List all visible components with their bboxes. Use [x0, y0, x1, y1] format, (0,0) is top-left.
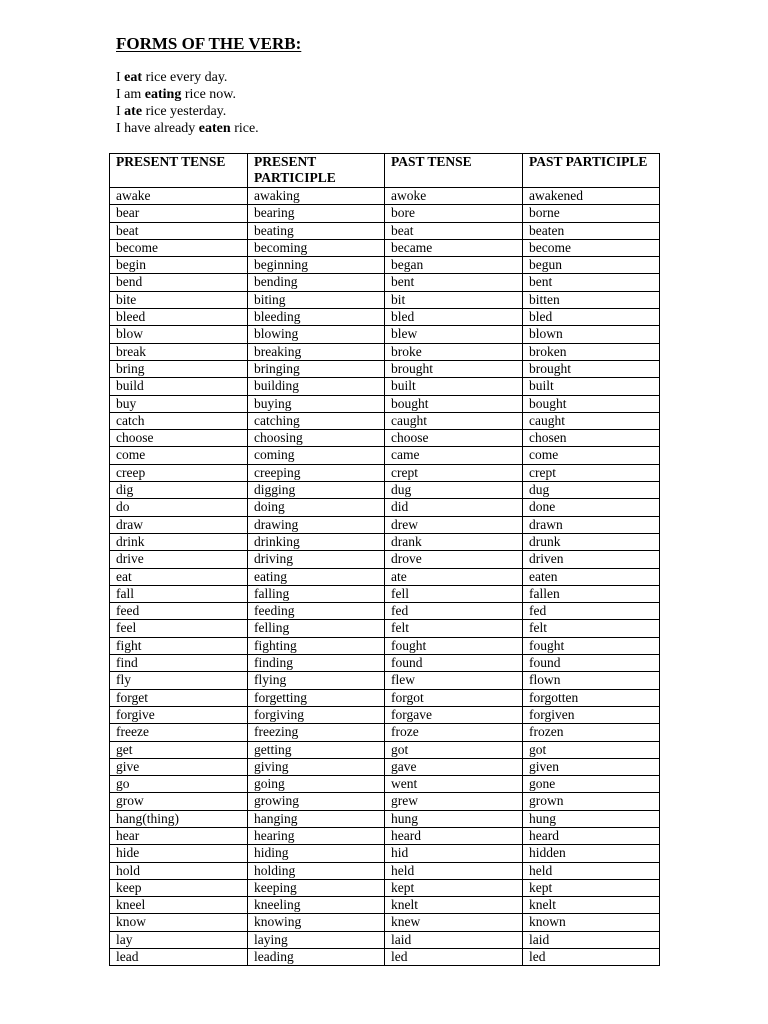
table-row	[110, 430, 660, 447]
cell-present-participle: breaking	[248, 343, 385, 360]
cell-present-participle: bleeding	[248, 309, 385, 326]
table-row	[110, 931, 660, 948]
cell-present-participle: laying	[248, 931, 385, 948]
cell-past-tense: fed	[385, 603, 523, 620]
table-row	[110, 689, 660, 706]
cell-present-tense: hang(thing)	[110, 810, 248, 827]
cell-past-participle: got	[523, 741, 660, 758]
sentence-text: rice.	[230, 121, 259, 136]
cell-past-tense: flew	[385, 672, 523, 689]
table-row	[110, 568, 660, 585]
verb-form: eating	[144, 87, 182, 102]
cell-present-participle: awaking	[248, 188, 385, 205]
cell-past-participle: knelt	[523, 897, 660, 914]
cell-past-participle: flown	[523, 672, 660, 689]
cell-past-participle: bought	[523, 395, 660, 412]
cell-past-participle: hidden	[523, 845, 660, 862]
cell-past-participle: fought	[523, 637, 660, 654]
verb-form: eat	[124, 70, 143, 85]
cell-past-tense: became	[385, 239, 523, 256]
cell-present-participle: buying	[248, 395, 385, 412]
cell-present-tense: kneel	[110, 897, 248, 914]
cell-present-participle: bringing	[248, 360, 385, 377]
cell-past-participle: bent	[523, 274, 660, 291]
cell-past-tense: found	[385, 655, 523, 672]
cell-past-tense: bore	[385, 205, 523, 222]
cell-present-participle: hearing	[248, 827, 385, 844]
table-row	[110, 395, 660, 412]
table-row	[110, 793, 660, 810]
cell-past-tense: gave	[385, 758, 523, 775]
cell-past-tense: hid	[385, 845, 523, 862]
table-row	[110, 551, 660, 568]
cell-past-participle: caught	[523, 412, 660, 429]
page-title: FORMS OF THE VERB:	[116, 34, 302, 53]
cell-past-tense: bought	[385, 395, 523, 412]
table-row	[110, 897, 660, 914]
cell-past-tense: caught	[385, 412, 523, 429]
cell-past-participle: found	[523, 655, 660, 672]
cell-present-participle: bearing	[248, 205, 385, 222]
table-row	[110, 776, 660, 793]
cell-past-participle: borne	[523, 205, 660, 222]
cell-present-tense: come	[110, 447, 248, 464]
cell-present-tense: fall	[110, 585, 248, 602]
cell-present-participle: blowing	[248, 326, 385, 343]
cell-present-tense: keep	[110, 879, 248, 896]
sentence-text: I	[116, 70, 125, 85]
example-sentence	[116, 69, 259, 86]
cell-past-participle: felt	[523, 620, 660, 637]
example-sentence	[116, 86, 259, 103]
cell-present-tense: fly	[110, 672, 248, 689]
cell-present-participle: leading	[248, 949, 385, 966]
table-row	[110, 205, 660, 222]
cell-present-participle: driving	[248, 551, 385, 568]
cell-present-participle: holding	[248, 862, 385, 879]
sentence-text: I am	[116, 87, 145, 102]
table-row	[110, 620, 660, 637]
table-row	[110, 447, 660, 464]
cell-present-participle: creeping	[248, 464, 385, 481]
cell-present-tense: dig	[110, 482, 248, 499]
cell-present-participle: keeping	[248, 879, 385, 896]
cell-past-participle: done	[523, 499, 660, 516]
cell-present-tense: draw	[110, 516, 248, 533]
cell-past-tense: got	[385, 741, 523, 758]
cell-past-tense: held	[385, 862, 523, 879]
cell-present-tense: hear	[110, 827, 248, 844]
header-past-participle: PAST PARTICIPLE	[523, 154, 660, 188]
cell-past-tense: knelt	[385, 897, 523, 914]
table-row	[110, 516, 660, 533]
cell-present-participle: forgiving	[248, 706, 385, 723]
table-row	[110, 239, 660, 256]
table-row	[110, 724, 660, 741]
cell-present-tense: bring	[110, 360, 248, 377]
cell-past-participle: grown	[523, 793, 660, 810]
cell-present-tense: get	[110, 741, 248, 758]
table-row	[110, 326, 660, 343]
cell-present-participle: bending	[248, 274, 385, 291]
cell-present-tense: buy	[110, 395, 248, 412]
cell-past-tense: dug	[385, 482, 523, 499]
cell-past-tense: bit	[385, 291, 523, 308]
cell-past-participle: awakened	[523, 188, 660, 205]
sentence-text: rice now.	[181, 87, 237, 102]
table-row	[110, 758, 660, 775]
table-row	[110, 482, 660, 499]
cell-present-participle: falling	[248, 585, 385, 602]
cell-past-participle: fed	[523, 603, 660, 620]
cell-past-participle: laid	[523, 931, 660, 948]
cell-present-tense: blow	[110, 326, 248, 343]
cell-past-tense: came	[385, 447, 523, 464]
header-present-tense: PRESENT TENSE	[110, 154, 248, 188]
cell-present-tense: give	[110, 758, 248, 775]
cell-past-tense: forgave	[385, 706, 523, 723]
cell-past-participle: driven	[523, 551, 660, 568]
cell-present-participle: doing	[248, 499, 385, 516]
cell-past-tense: froze	[385, 724, 523, 741]
cell-past-participle: become	[523, 239, 660, 256]
cell-present-participle: coming	[248, 447, 385, 464]
cell-past-tense: drank	[385, 533, 523, 550]
cell-present-participle: hanging	[248, 810, 385, 827]
table-row	[110, 360, 660, 377]
cell-past-tense: kept	[385, 879, 523, 896]
cell-present-tense: do	[110, 499, 248, 516]
cell-past-participle: chosen	[523, 430, 660, 447]
header-past-tense: PAST TENSE	[385, 154, 523, 188]
cell-past-participle: forgotten	[523, 689, 660, 706]
cell-past-participle: bled	[523, 309, 660, 326]
table-row	[110, 257, 660, 274]
verb-form: eaten	[198, 121, 231, 136]
cell-present-tense: hold	[110, 862, 248, 879]
table-body	[110, 188, 660, 966]
cell-present-participle: flying	[248, 672, 385, 689]
cell-past-tense: broke	[385, 343, 523, 360]
cell-past-participle: given	[523, 758, 660, 775]
cell-present-tense: lay	[110, 931, 248, 948]
table-row	[110, 949, 660, 966]
cell-past-tense: beat	[385, 222, 523, 239]
cell-present-participle: building	[248, 378, 385, 395]
cell-present-participle: felling	[248, 620, 385, 637]
cell-present-tense: begin	[110, 257, 248, 274]
cell-present-participle: digging	[248, 482, 385, 499]
cell-present-participle: feeding	[248, 603, 385, 620]
cell-past-participle: hung	[523, 810, 660, 827]
cell-past-tense: drove	[385, 551, 523, 568]
cell-present-tense: creep	[110, 464, 248, 481]
cell-past-participle: dug	[523, 482, 660, 499]
table-row	[110, 741, 660, 758]
table-row	[110, 274, 660, 291]
table-row	[110, 533, 660, 550]
cell-present-participle: freezing	[248, 724, 385, 741]
cell-present-participle: going	[248, 776, 385, 793]
sentence-text: rice yesterday.	[142, 104, 227, 119]
cell-present-tense: feel	[110, 620, 248, 637]
cell-past-tense: did	[385, 499, 523, 516]
table-row	[110, 879, 660, 896]
table-row	[110, 603, 660, 620]
cell-past-tense: drew	[385, 516, 523, 533]
table-row	[110, 309, 660, 326]
verb-form: ate	[124, 104, 143, 119]
cell-past-participle: led	[523, 949, 660, 966]
cell-past-participle: crept	[523, 464, 660, 481]
cell-present-tense: lead	[110, 949, 248, 966]
cell-present-tense: forgive	[110, 706, 248, 723]
cell-present-tense: awake	[110, 188, 248, 205]
table-row	[110, 672, 660, 689]
cell-past-tense: brought	[385, 360, 523, 377]
table-row	[110, 810, 660, 827]
cell-present-tense: find	[110, 655, 248, 672]
cell-present-tense: drive	[110, 551, 248, 568]
table-row	[110, 862, 660, 879]
cell-present-participle: beginning	[248, 257, 385, 274]
cell-past-participle: bitten	[523, 291, 660, 308]
cell-present-participle: drinking	[248, 533, 385, 550]
cell-present-tense: bear	[110, 205, 248, 222]
cell-present-participle: getting	[248, 741, 385, 758]
cell-past-tense: bled	[385, 309, 523, 326]
table-row	[110, 343, 660, 360]
cell-past-tense: fell	[385, 585, 523, 602]
cell-present-tense: know	[110, 914, 248, 931]
cell-present-tense: build	[110, 378, 248, 395]
example-sentence	[116, 103, 259, 120]
cell-past-participle: drunk	[523, 533, 660, 550]
cell-present-tense: eat	[110, 568, 248, 585]
cell-past-tense: went	[385, 776, 523, 793]
cell-present-participle: biting	[248, 291, 385, 308]
cell-present-participle: drawing	[248, 516, 385, 533]
sentence-text: I	[116, 104, 125, 119]
cell-past-participle: gone	[523, 776, 660, 793]
cell-past-participle: kept	[523, 879, 660, 896]
cell-present-participle: eating	[248, 568, 385, 585]
cell-present-participle: forgetting	[248, 689, 385, 706]
table-row	[110, 706, 660, 723]
cell-present-tense: beat	[110, 222, 248, 239]
cell-present-tense: catch	[110, 412, 248, 429]
table-row	[110, 655, 660, 672]
cell-present-participle: kneeling	[248, 897, 385, 914]
cell-past-participle: frozen	[523, 724, 660, 741]
cell-present-participle: catching	[248, 412, 385, 429]
cell-past-participle: held	[523, 862, 660, 879]
cell-present-tense: grow	[110, 793, 248, 810]
cell-past-tense: grew	[385, 793, 523, 810]
cell-present-tense: bleed	[110, 309, 248, 326]
header-present-participle: PRESENT PARTICIPLE	[248, 154, 385, 188]
cell-past-tense: ate	[385, 568, 523, 585]
cell-present-tense: bite	[110, 291, 248, 308]
cell-present-tense: drink	[110, 533, 248, 550]
cell-past-tense: awoke	[385, 188, 523, 205]
table-row	[110, 499, 660, 516]
cell-past-participle: broken	[523, 343, 660, 360]
cell-present-participle: becoming	[248, 239, 385, 256]
cell-present-tense: feed	[110, 603, 248, 620]
cell-present-tense: fight	[110, 637, 248, 654]
cell-present-tense: bend	[110, 274, 248, 291]
table-header-row	[110, 154, 660, 188]
table-row	[110, 914, 660, 931]
table-row	[110, 222, 660, 239]
verb-forms-table	[109, 153, 660, 966]
table-row	[110, 827, 660, 844]
cell-present-participle: finding	[248, 655, 385, 672]
cell-present-participle: fighting	[248, 637, 385, 654]
cell-past-participle: built	[523, 378, 660, 395]
cell-present-tense: freeze	[110, 724, 248, 741]
cell-past-tense: led	[385, 949, 523, 966]
sentence-text: rice every day.	[142, 70, 228, 85]
cell-past-tense: hung	[385, 810, 523, 827]
cell-present-tense: become	[110, 239, 248, 256]
table-row	[110, 188, 660, 205]
cell-past-participle: forgiven	[523, 706, 660, 723]
table-row	[110, 637, 660, 654]
cell-present-participle: growing	[248, 793, 385, 810]
sentence-text: I have already	[116, 121, 199, 136]
cell-past-tense: laid	[385, 931, 523, 948]
example-sentences	[116, 69, 259, 137]
cell-past-tense: began	[385, 257, 523, 274]
cell-past-participle: brought	[523, 360, 660, 377]
cell-present-tense: break	[110, 343, 248, 360]
cell-present-participle: hiding	[248, 845, 385, 862]
cell-past-participle: drawn	[523, 516, 660, 533]
table-row	[110, 378, 660, 395]
table-row	[110, 412, 660, 429]
cell-past-tense: crept	[385, 464, 523, 481]
cell-past-tense: heard	[385, 827, 523, 844]
cell-present-tense: hide	[110, 845, 248, 862]
cell-present-participle: giving	[248, 758, 385, 775]
cell-past-participle: fallen	[523, 585, 660, 602]
cell-past-tense: forgot	[385, 689, 523, 706]
example-sentence	[116, 120, 259, 137]
cell-past-tense: bent	[385, 274, 523, 291]
cell-present-tense: choose	[110, 430, 248, 447]
cell-past-tense: fought	[385, 637, 523, 654]
cell-past-tense: blew	[385, 326, 523, 343]
cell-past-tense: built	[385, 378, 523, 395]
cell-past-participle: begun	[523, 257, 660, 274]
cell-present-tense: forget	[110, 689, 248, 706]
cell-present-participle: choosing	[248, 430, 385, 447]
table-row	[110, 291, 660, 308]
cell-past-participle: known	[523, 914, 660, 931]
cell-present-participle: knowing	[248, 914, 385, 931]
cell-past-participle: eaten	[523, 568, 660, 585]
cell-past-participle: beaten	[523, 222, 660, 239]
cell-past-participle: come	[523, 447, 660, 464]
cell-past-tense: knew	[385, 914, 523, 931]
table-row	[110, 585, 660, 602]
table-row	[110, 464, 660, 481]
cell-past-participle: heard	[523, 827, 660, 844]
cell-past-participle: blown	[523, 326, 660, 343]
cell-present-participle: beating	[248, 222, 385, 239]
cell-present-tense: go	[110, 776, 248, 793]
table-row	[110, 845, 660, 862]
cell-past-tense: felt	[385, 620, 523, 637]
cell-past-tense: choose	[385, 430, 523, 447]
